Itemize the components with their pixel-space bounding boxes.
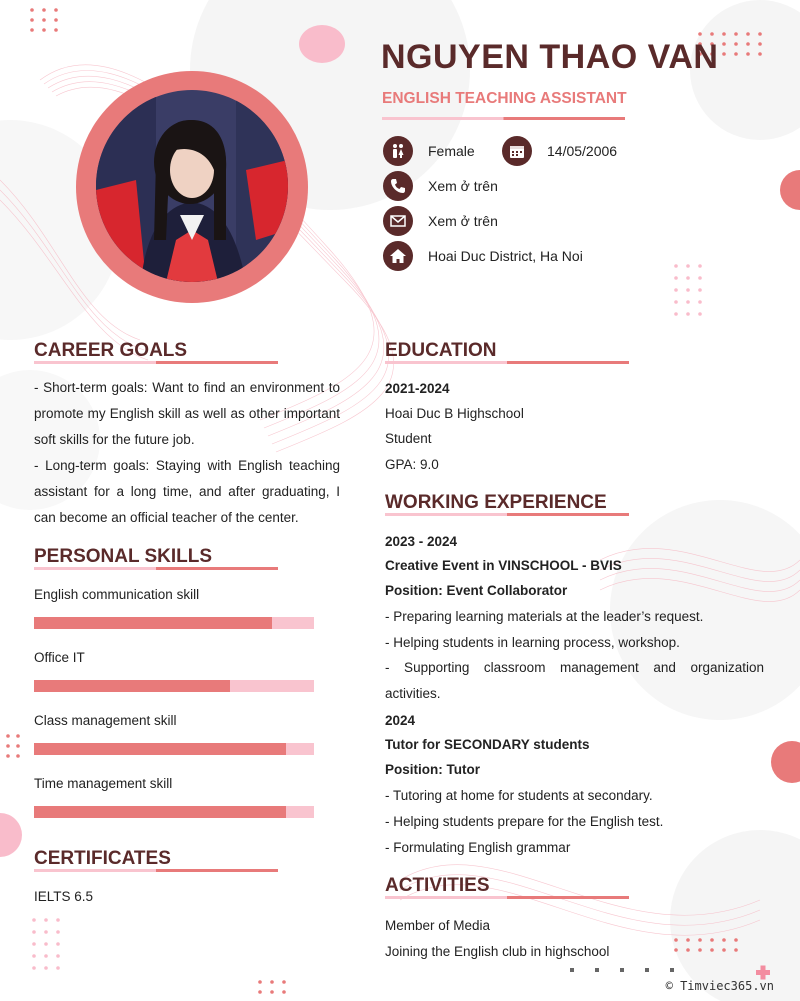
avatar — [96, 90, 288, 282]
skill-bar — [34, 806, 314, 818]
skill-bar — [34, 617, 314, 629]
personal-skills-title: PERSONAL SKILLS — [34, 546, 213, 567]
career-goal-short-term: - Short-term goals: Want to find an environment to promote my English skill as well as other important soft skills for the future job. — [34, 380, 340, 447]
calendar-icon — [502, 136, 532, 166]
education-period: 2021-2024 — [385, 381, 450, 396]
activities-title: ACTIVITIES — [385, 875, 490, 896]
skill-bar-fill — [34, 617, 272, 629]
career-goal-long-term: - Long-term goals: Staying with English teaching assistant for a long time, and after graduating, I can become an official teacher of the center. — [34, 458, 340, 525]
skill-label: Class management skill — [34, 713, 177, 728]
career-goals-title: CAREER GOALS — [34, 340, 188, 361]
email-value: Xem ở trên — [428, 213, 498, 229]
working-experience-underline — [385, 513, 629, 516]
watermark: © Timviec365.vn — [665, 979, 774, 993]
address-value: Hoai Duc District, Ha Noi — [428, 248, 583, 264]
education-underline — [385, 361, 629, 364]
job-duty: - Tutoring at home for students at secondary. — [385, 788, 653, 803]
job-title: ENGLISH TEACHING ASSISTANT — [382, 90, 627, 107]
education-school: Hoai Duc B Highschool — [385, 406, 524, 421]
job-company: Creative Event in VINSCHOOL - BVIS — [385, 558, 622, 573]
education-title: EDUCATION — [385, 340, 497, 361]
job-duty: - Formulating English grammar — [385, 840, 571, 855]
mail-icon — [383, 206, 413, 236]
job-position: Position: Tutor — [385, 762, 480, 777]
skill-label: English communication skill — [34, 587, 200, 602]
skill-bar-fill — [34, 806, 286, 818]
skill-bar — [34, 743, 314, 755]
gender-icon — [383, 136, 413, 166]
skill-label: Time management skill — [34, 776, 173, 791]
skill-bar — [34, 680, 314, 692]
skill-bar-fill — [34, 680, 230, 692]
birthday-value: 14/05/2006 — [547, 143, 618, 159]
job-position: Position: Event Collaborator — [385, 583, 568, 598]
job-company: Tutor for SECONDARY students — [385, 737, 590, 752]
career-goals-underline — [34, 361, 278, 364]
personal-skills-underline — [34, 567, 278, 570]
activities-underline — [385, 896, 629, 899]
activity-item: Member of Media — [385, 918, 491, 933]
job-period: 2023 - 2024 — [385, 534, 458, 549]
phone-icon — [383, 171, 413, 201]
job-duty: - Helping students in learning process, workshop. — [385, 635, 680, 650]
education-gpa: GPA: 9.0 — [385, 457, 439, 472]
skill-bar-fill — [34, 743, 286, 755]
job-duty: - Preparing learning materials at the leader’s request. — [385, 609, 704, 624]
certificates-underline — [34, 869, 278, 872]
job-duty: - Supporting classroom management and organization activities. — [385, 660, 764, 701]
phone-value: Xem ở trên — [428, 178, 498, 194]
job-title-underline — [382, 117, 625, 120]
job-duty: - Helping students prepare for the English test. — [385, 814, 664, 829]
activity-item: Joining the English club in highschool — [385, 944, 610, 959]
certificates-title: CERTIFICATES — [34, 848, 171, 869]
candidate-name: NGUYEN THAO VAN — [381, 38, 719, 76]
home-icon — [383, 241, 413, 271]
gender-value: Female — [428, 143, 475, 159]
skill-label: Office IT — [34, 650, 85, 665]
certificate-item: IELTS 6.5 — [34, 889, 94, 904]
job-period: 2024 — [385, 713, 416, 728]
working-experience-title: WORKING EXPERIENCE — [385, 492, 607, 513]
education-role: Student — [385, 431, 432, 446]
